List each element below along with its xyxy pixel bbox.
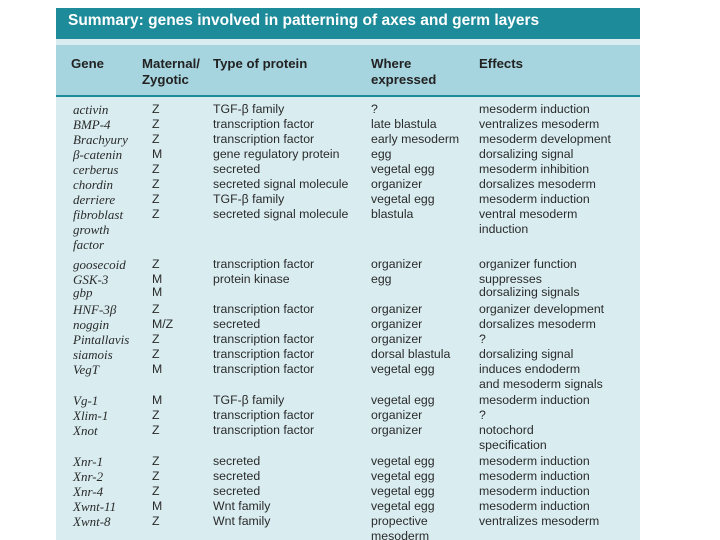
table-row [56,362,640,377]
cell-mz: Z [152,484,160,498]
cell-mz: Z [152,347,160,361]
cell-gene: Xwnt-8 [73,514,111,529]
header-where-label: Where [371,56,412,71]
cell-mz: Z [152,302,160,316]
cell-effects: ? [479,332,486,346]
cell-type: Wnt family [213,499,271,513]
table-row [56,177,640,192]
cell-gene: noggin [73,317,110,332]
table-row [56,393,640,408]
cell-mz: Z [152,207,160,221]
cell-mz: Z [152,132,160,146]
cell-gene: growth [73,222,110,237]
cell-mz: M [152,499,163,513]
cell-type: transcription factor [213,332,315,346]
cell-type: transcription factor [213,117,315,131]
cell-effects: dorsalizes mesoderm [479,317,596,331]
cell-mz: Z [152,332,160,346]
cell-gene: derriere [73,192,116,207]
title-bar [56,8,640,39]
cell-effects: induces endoderm [479,362,581,376]
table-row [56,117,640,132]
cell-mz: Z [152,423,160,437]
cell-effects: ventralizes mesoderm [479,514,600,528]
cell-type: TGF-β family [213,102,285,116]
cell-gene: Xnr-1 [73,454,104,469]
cell-effects: specification [479,438,547,452]
cell-mz: Z [152,117,160,131]
cell-type: TGF-β family [213,192,285,206]
cell-type: secreted [213,484,261,498]
cell-type: secreted signal molecule [213,177,349,191]
cell-type: transcription factor [213,347,315,361]
header-type-of-protein: Type of protein [213,56,308,71]
table-row [56,222,640,237]
cell-mz: Z [152,514,160,528]
cell-mz: M/Z [152,317,174,331]
cell-effects: ? [479,408,486,422]
cell-gene: Xwnt-11 [73,499,117,514]
cell-mz: M [152,272,163,286]
cell-gene: β-catenin [73,147,123,162]
cell-gene: BMP-4 [73,117,111,132]
cell-type: protein kinase [213,272,290,286]
cell-where: organizer [371,423,423,437]
cell-mz: Z [152,454,160,468]
cell-where: vegetal egg [371,192,435,206]
cell-where: blastula [371,207,414,221]
cell-type: Wnt family [213,514,271,528]
header-effects: Effects [479,56,523,71]
cell-where: late blastula [371,117,437,131]
table-row [56,454,640,469]
cell-effects: and mesoderm signals [479,377,603,391]
header-maternal-label: Maternal/ [142,56,200,71]
cell-effects: mesoderm induction [479,102,590,116]
table-row [56,302,640,317]
cell-type: secreted [213,162,261,176]
cell-effects: mesoderm induction [479,469,590,483]
cell-type: transcription factor [213,408,315,422]
cell-type: secreted [213,469,261,483]
header-zygotic-label: Zygotic [142,72,189,87]
cell-type: transcription factor [213,257,315,271]
header-maternal-zygotic [142,56,200,88]
cell-effects: dorsalizing signal [479,347,574,361]
table-row [56,162,640,177]
table-row [56,484,640,499]
cell-effects: mesoderm induction [479,454,590,468]
cell-mz: Z [152,102,160,116]
table-row [56,132,640,147]
cell-effects: mesoderm inhibition [479,162,590,176]
cell-where: vegetal egg [371,162,435,176]
cell-effects: ventral mesoderm [479,207,578,221]
header-expressed-label: expressed [371,72,437,87]
cell-where: organizer [371,408,423,422]
table-row [56,438,640,453]
cell-effects: suppresses [479,272,542,286]
cell-where: organizer [371,257,423,271]
table-row [56,347,640,362]
cell-gene: Xnr-4 [73,484,104,499]
summary-table-page [56,8,640,540]
cell-where: egg [371,147,392,161]
cell-effects: dorsalizes mesoderm [479,177,596,191]
cell-gene: Pintallavis [73,332,130,347]
table-row [56,207,640,222]
cell-mz: Z [152,408,160,422]
cell-where: organizer [371,302,423,316]
cell-type: transcription factor [213,423,315,437]
table-row [56,529,640,540]
cell-type: transcription factor [213,132,315,146]
table-row [56,102,640,117]
cell-gene: cerberus [73,162,119,177]
cell-mz: M [152,362,163,376]
cell-gene: HNF-3β [73,302,117,317]
cell-gene: siamois [73,347,113,362]
table-row [56,317,640,332]
cell-mz: Z [152,257,160,271]
table-row [56,377,640,392]
cell-gene: goosecoid [73,257,126,272]
cell-where: vegetal egg [371,499,435,513]
table-row [56,257,640,272]
table-row [56,469,640,484]
cell-gene: VegT [73,362,99,377]
cell-gene: fibroblast [73,207,124,222]
cell-gene: Xnot [73,423,98,438]
cell-gene: Xnr-2 [73,469,104,484]
table-row [56,285,640,300]
cell-effects: induction [479,222,529,236]
cell-type: gene regulatory protein [213,147,340,161]
cell-where: early mesoderm [371,132,460,146]
table-row [56,237,640,252]
cell-where: vegetal egg [371,362,435,376]
cell-mz: M [152,285,163,299]
table-row [56,499,640,514]
cell-effects: mesoderm induction [479,393,590,407]
cell-type: secreted [213,454,261,468]
table-title: Summary: genes involved in patterning of axes and germ layers [68,12,540,29]
cell-where: vegetal egg [371,469,435,483]
cell-type: transcription factor [213,302,315,316]
table-row [56,192,640,207]
cell-effects: mesoderm induction [479,499,590,513]
cell-mz: Z [152,192,160,206]
cell-where: ? [371,102,378,116]
cell-where: egg [371,272,392,286]
cell-gene: factor [73,237,105,252]
cell-effects: dorsalizing signal [479,147,574,161]
cell-gene: chordin [73,177,113,192]
cell-gene: Brachyury [73,132,128,147]
header-where-expressed [371,56,436,88]
cell-gene: Vg-1 [73,393,99,408]
cell-mz: M [152,393,163,407]
cell-where: organizer [371,177,423,191]
cell-effects: organizer development [479,302,605,316]
cell-effects: dorsalizing signals [479,285,580,299]
cell-where: organizer [371,332,423,346]
cell-effects: ventralizes mesoderm [479,117,600,131]
cell-type: TGF-β family [213,393,285,407]
cell-gene: GSK-3 [73,272,109,287]
cell-where: vegetal egg [371,393,435,407]
cell-mz: M [152,147,163,161]
cell-effects: mesoderm development [479,132,611,146]
table-row [56,332,640,347]
cell-gene: gbp [73,285,93,300]
table-row [56,408,640,423]
cell-type: transcription factor [213,362,315,376]
cell-effects: mesoderm induction [479,484,590,498]
cell-effects: notochord [479,423,534,437]
header-rule [56,95,640,97]
cell-type: secreted [213,317,261,331]
cell-where: propective [371,514,428,528]
cell-where: organizer [371,317,423,331]
cell-effects: mesoderm induction [479,192,590,206]
table-row [56,423,640,438]
cell-effects: organizer function [479,257,577,271]
table-row [56,514,640,529]
table-header [56,45,640,95]
cell-where: dorsal blastula [371,347,451,361]
cell-where: vegetal egg [371,484,435,498]
cell-gene: activin [73,102,109,117]
cell-gene: Xlim-1 [73,408,109,423]
cell-mz: Z [152,177,160,191]
table-row [56,147,640,162]
cell-where: mesoderm [371,529,430,540]
header-gene: Gene [71,56,104,71]
cell-mz: Z [152,162,160,176]
cell-where: vegetal egg [371,454,435,468]
cell-type: secreted signal molecule [213,207,349,221]
cell-mz: Z [152,469,160,483]
